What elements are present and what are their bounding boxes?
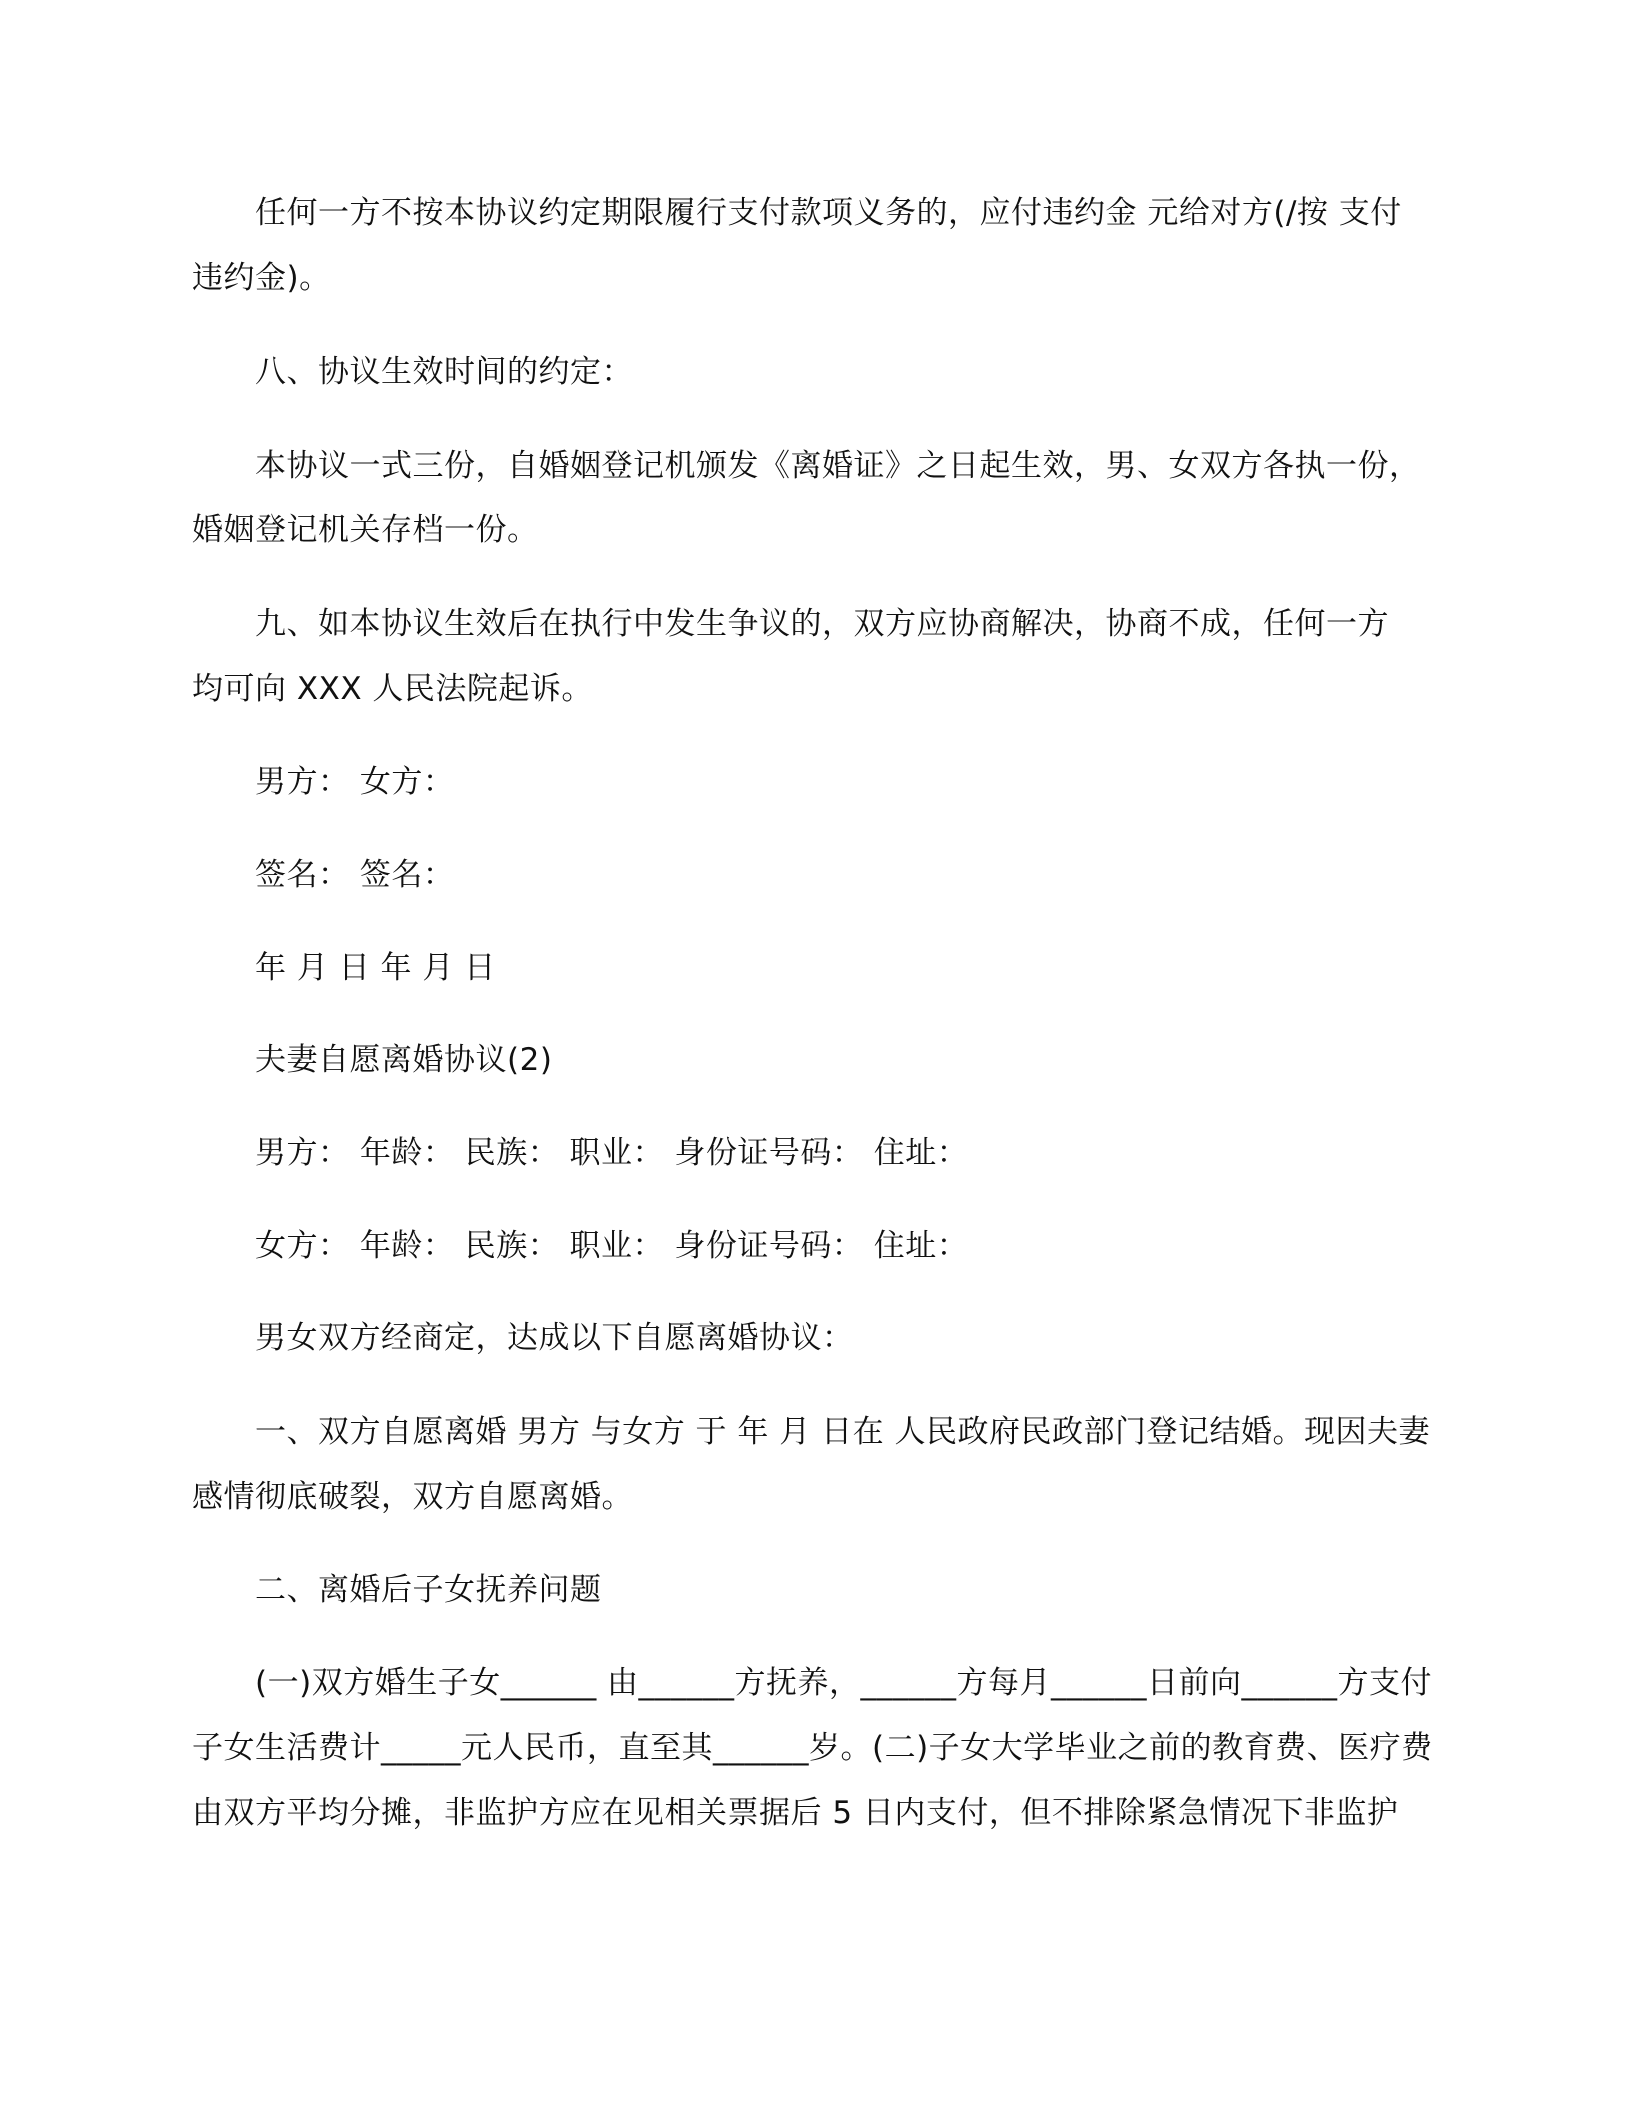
paragraph-line: 九、如本协议生效后在执行中发生争议的，双方应协商解决，协商不成，任何一方: [255, 606, 1389, 642]
paragraph-line: 均可向 XXX 人民法院起诉。: [192, 671, 593, 707]
paragraph-line: 男女双方经商定，达成以下自愿离婚协议：: [255, 1320, 854, 1356]
signature-parties-line: 男方： 女方：: [255, 764, 455, 800]
husband-info-line: 男方： 年龄： 民族： 职业： 身份证号码： 住址：: [255, 1135, 969, 1171]
section-heading: 八、协议生效时间的约定：: [255, 354, 633, 390]
paragraph-line: 由双方平均分摊，非监护方应在见相关票据后 5 日内支付，但不排除紧急情况下非监护: [192, 1795, 1399, 1831]
paragraph-line: 一、双方自愿离婚 男方 与女方 于 年 月 日在 人民政府民政部门登记结婚。现因夫妻: [255, 1414, 1430, 1450]
paragraph-line: 子女生活费计_____元人民币，直至其______岁。(二)子女大学毕业之前的教育费、医疗费: [192, 1730, 1433, 1766]
paragraph-line: (一)双方婚生子女______ 由______方抚养，______方每月______日前向______方支付: [255, 1665, 1433, 1701]
document-title: 夫妻自愿离婚协议(2): [255, 1042, 553, 1078]
signature-line: 签名： 签名：: [255, 857, 455, 893]
wife-info-line: 女方： 年龄： 民族： 职业： 身份证号码： 住址：: [255, 1228, 969, 1264]
section-heading: 二、离婚后子女抚养问题: [255, 1572, 602, 1608]
paragraph-line: 违约金)。: [192, 260, 331, 296]
paragraph-line: 任何一方不按本协议约定期限履行支付款项义务的，应付违约金 元给对方(/按 支付: [255, 195, 1402, 231]
paragraph-line: 本协议一式三份，自婚姻登记机颁发《离婚证》之日起生效，男、女双方各执一份，: [255, 448, 1421, 484]
date-line: 年 月 日 年 月 日: [255, 950, 496, 986]
paragraph-line: 婚姻登记机关存档一份。: [192, 512, 539, 548]
paragraph-line: 感情彻底破裂，双方自愿离婚。: [192, 1479, 633, 1515]
